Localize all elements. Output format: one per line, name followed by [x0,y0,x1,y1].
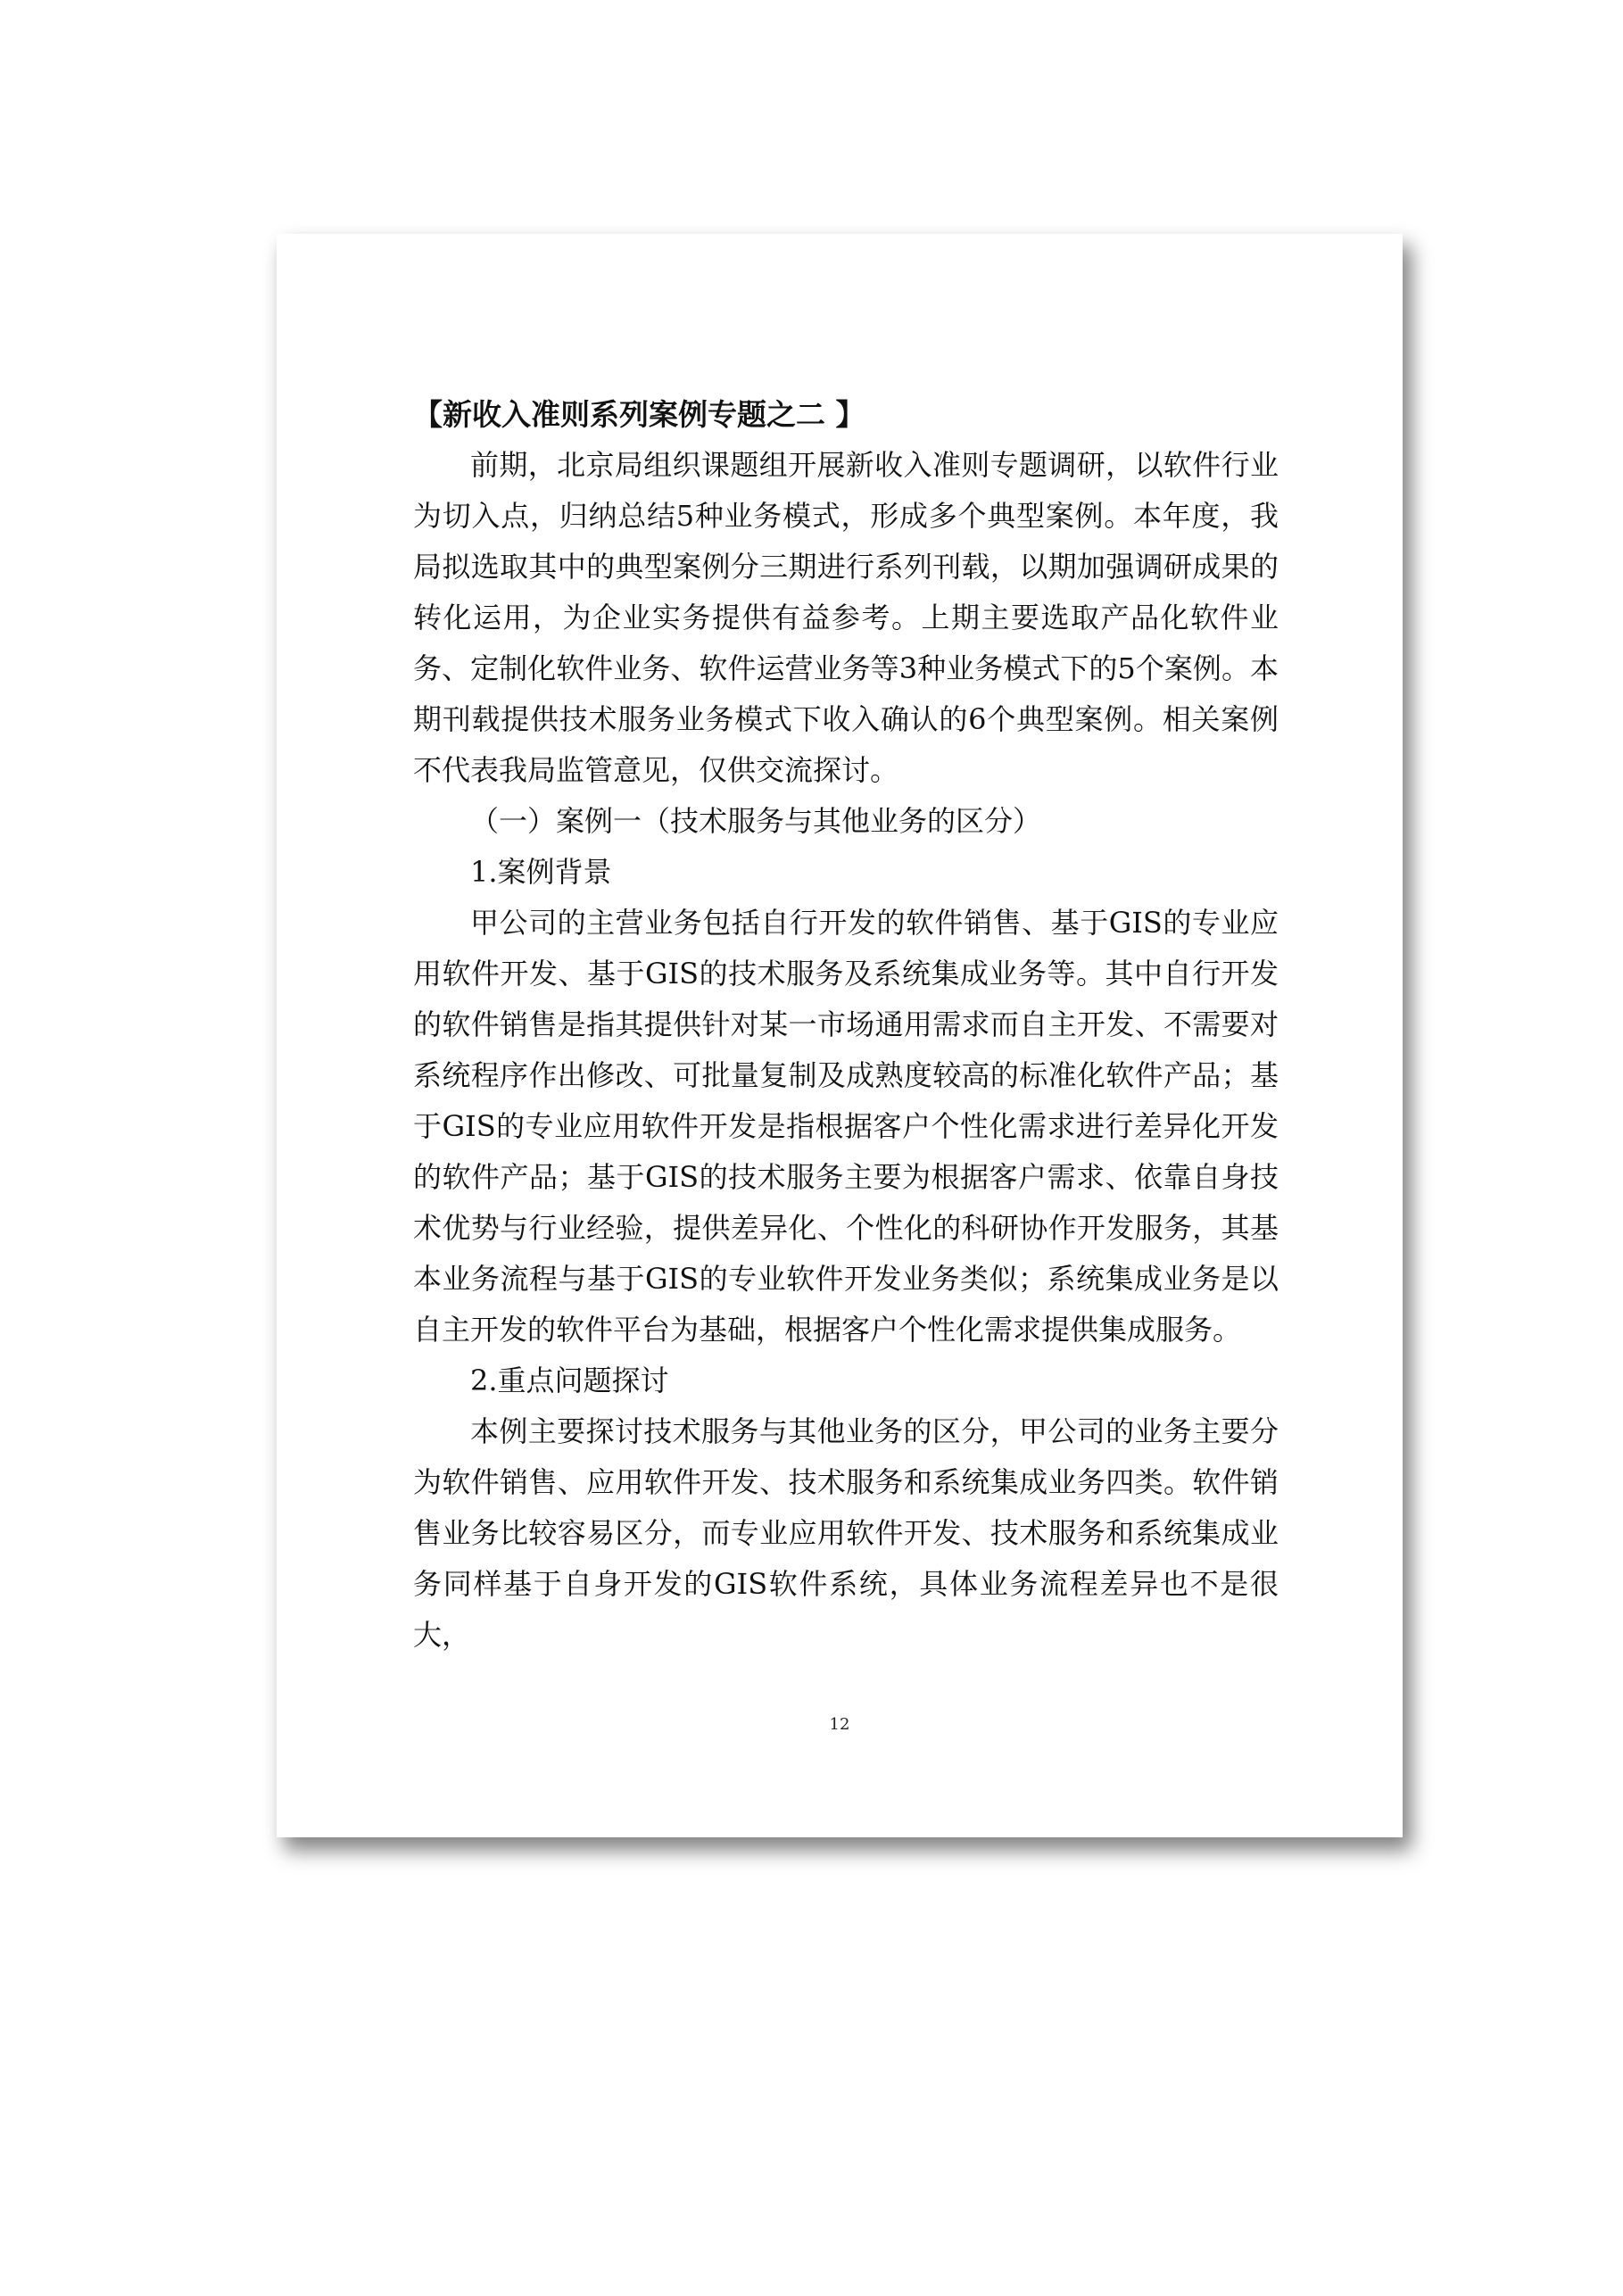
page-number: 12 [829,1715,850,1734]
section-1-title: 1.案例背景 [470,855,612,889]
section-2-body: 本例主要探讨技术服务与其他业务的区分，甲公司的业务主要分为软件销售、应用软件开发、技术服务和系统集成业务四类。软件销售业务比较容易区分，而专业应用软件开发、技术服务和系统集成业务同样基于自身开发的GIS软件系统，具体业务流程差异也不是很大， [413,1414,1279,1652]
series-heading: 【新收入准则系列案例专题之二 】 [413,397,865,432]
section-2-title: 2.重点问题探讨 [470,1364,669,1397]
document-page [277,234,1403,1837]
case-title: （一）案例一（技术服务与其他业务的区分） [470,804,1042,838]
section-1-body: 甲公司的主营业务包括自行开发的软件销售、基于GIS的专业应用软件开发、基于GIS的技术服务及系统集成业务等。其中自行开发的软件销售是指其提供针对某一市场通用需求而自主开发、不需要对系统程序作出修改、可批量复制及成熟度较高的标准化软件产品；基于GIS的专业应用软件开发是指根据客户个性化需求进行差异化开发的软件产品；基于GIS的技术服务主要为根据客户需求、依靠自身技术优势与行业经验，提供差异化、个性化的科研协作开发服务，其基本业务流程与基于GIS的专业软件开发业务类似；系统集成业务是以自主开发的软件平台为基础，根据客户个性化需求提供集成服务。 [413,906,1279,1347]
intro-paragraph: 前期，北京局组织课题组开展新收入准则专题调研，以软件行业为切入点，归纳总结5种业务模式，形成多个典型案例。本年度，我局拟选取其中的典型案例分三期进行系列刊载，以期加强调研成果的转化运用，为企业实务提供有益参考。上期主要选取产品化软件业务、定制化软件业务、软件运营业务等3种业务模式下的5个案例。本期刊载提供技术服务业务模式下收入确认的6个典型案例。相关案例不代表我局监管意见，仅供交流探讨。 [413,448,1279,787]
page-content [413,389,1279,1661]
